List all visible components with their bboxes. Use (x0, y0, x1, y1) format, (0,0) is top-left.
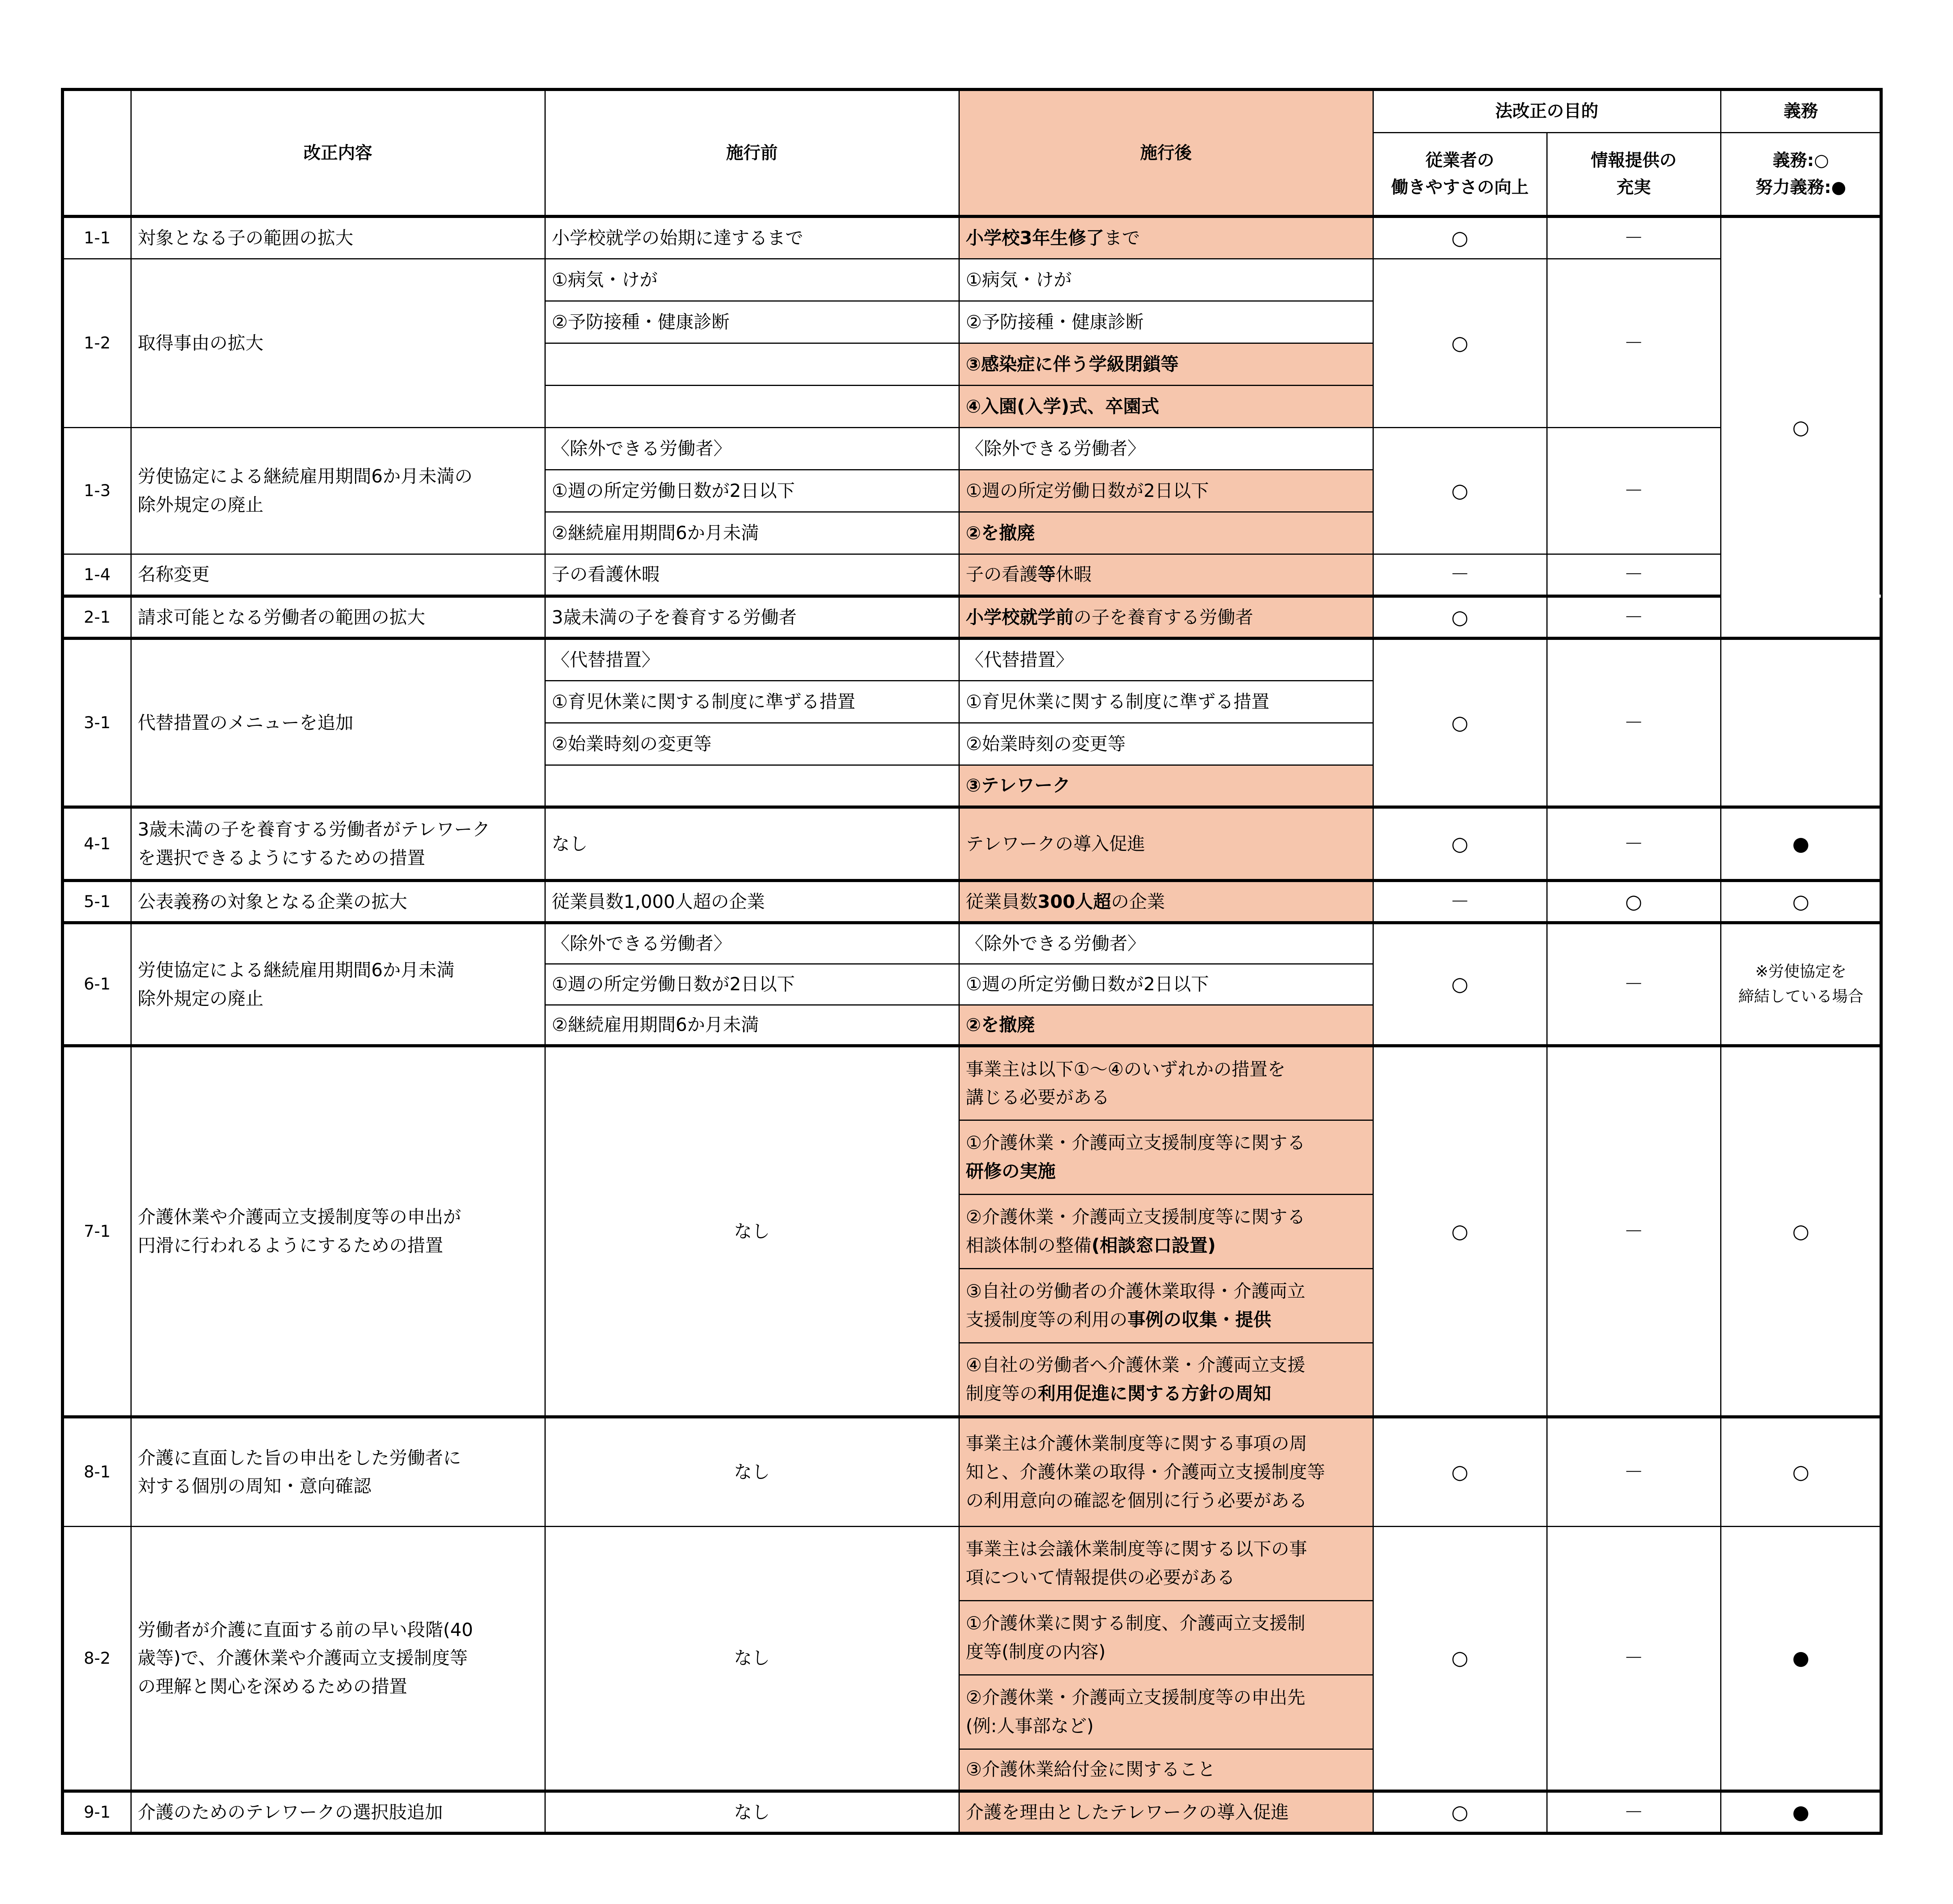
duty-mark: ○ (1721, 1046, 1881, 1417)
row-after: ②介護休業・介護両立支援制度等に関する 相談体制の整備(相談窓口設置) (959, 1194, 1373, 1268)
purpose-work-mark: ○ (1373, 427, 1547, 554)
purpose-work-mark: ○ (1373, 807, 1547, 881)
row-after: ①介護休業・介護両立支援制度等に関する 研修の実施 (959, 1120, 1373, 1194)
row-after: 事業主は以下①～④のいずれかの措置を 講じる必要がある (959, 1046, 1373, 1120)
row-content: 名称変更 (131, 554, 545, 596)
purpose-info-mark: － (1547, 1046, 1721, 1417)
duty-mark: ○ (1721, 881, 1881, 923)
row-after: 事業主は介護休業制度等に関する事項の周 知と、介護休業の取得・介護両立支援制度等 の利用意向の確認を個別に行う必要がある (959, 1417, 1373, 1526)
header-duty-legend: 義務:○ 努力義務:● (1721, 132, 1881, 216)
row-after: ③テレワーク (959, 765, 1373, 807)
purpose-work-mark: ○ (1373, 1417, 1547, 1526)
purpose-info-mark: － (1547, 216, 1721, 259)
purpose-info-mark: － (1547, 1526, 1721, 1791)
row-before: 〈代替措置〉 (545, 638, 959, 681)
row-number: 9-1 (62, 1791, 131, 1833)
row-number: 3-1 (62, 638, 131, 807)
row-after: ③介護休業給付金に関すること (959, 1749, 1373, 1791)
row-after: ①病気・けが (959, 259, 1373, 301)
row-number: 4-1 (62, 807, 131, 881)
row-after: 小学校3年生修了まで (959, 216, 1373, 259)
row-content: 労使協定による継続雇用期間6か月未満の 除外規定の廃止 (131, 427, 545, 554)
duty-mark: ○ (1721, 1417, 1881, 1526)
row-content: 請求可能となる労働者の範囲の拡大 (131, 596, 545, 638)
duty-mark: ● (1721, 807, 1881, 881)
purpose-info-mark: － (1547, 259, 1721, 427)
purpose-work-mark: ○ (1373, 1791, 1547, 1833)
purpose-info-mark: － (1547, 923, 1721, 1046)
row-content: 介護休業や介護両立支援制度等の申出が 円滑に行われるようにするための措置 (131, 1046, 545, 1417)
row-after: ④入園(入学)式、卒園式 (959, 385, 1373, 427)
row-after: 子の看護等休暇 (959, 554, 1373, 596)
row-after: 小学校就学前の子を養育する労働者 (959, 596, 1373, 638)
row-before: 小学校就学の始期に達するまで (545, 216, 959, 259)
row-before: なし (545, 1417, 959, 1526)
purpose-info-mark: － (1547, 807, 1721, 881)
purpose-work-mark: ○ (1373, 216, 1547, 259)
row-before (545, 343, 959, 385)
row-after: ②予防接種・健康診断 (959, 301, 1373, 343)
row-after: 介護を理由としたテレワークの導入促進 (959, 1791, 1373, 1833)
row-content: 介護に直面した旨の申出をした労働者に 対する個別の周知・意向確認 (131, 1417, 545, 1526)
row-number: 5-1 (62, 881, 131, 923)
purpose-work-mark: ○ (1373, 259, 1547, 427)
duty-mark: ○ (1721, 216, 1881, 638)
row-before: 従業員数1,000人超の企業 (545, 881, 959, 923)
row-before: なし (545, 1526, 959, 1791)
row-content: 代替措置のメニューを追加 (131, 638, 545, 807)
purpose-info-mark: － (1547, 638, 1721, 807)
row-before: ①週の所定労働日数が2日以下 (545, 964, 959, 1005)
purpose-info-mark: － (1547, 427, 1721, 554)
row-after: ②を撤廃 (959, 512, 1373, 554)
header-after: 施行後 (959, 89, 1373, 216)
row-content: 取得事由の拡大 (131, 259, 545, 427)
purpose-info-mark: ○ (1547, 881, 1721, 923)
row-number: 1-2 (62, 259, 131, 427)
row-before: 3歳未満の子を養育する労働者 (545, 596, 959, 638)
law-revision-table (61, 88, 1883, 1835)
row-number: 1-4 (62, 554, 131, 596)
row-before: ①病気・けが (545, 259, 959, 301)
row-number: 2-1 (62, 596, 131, 638)
header-number (62, 89, 131, 216)
duty-note: ※労使協定を 締結している場合 (1721, 923, 1881, 1046)
row-number: 1-1 (62, 216, 131, 259)
row-before: 〈除外できる労働者〉 (545, 923, 959, 964)
row-before: 子の看護休暇 (545, 554, 959, 596)
row-after: ①週の所定労働日数が2日以下 (959, 964, 1373, 1005)
row-after: ②始業時刻の変更等 (959, 723, 1373, 765)
purpose-work-mark: ○ (1373, 1526, 1547, 1791)
row-after: ①週の所定労働日数が2日以下 (959, 470, 1373, 512)
row-content: 労働者が介護に直面する前の早い段階(40 歳等)で、介護休業や介護両立支援制度等 の理解と関心を深めるための措置 (131, 1526, 545, 1791)
purpose-work-mark: ○ (1373, 923, 1547, 1046)
row-before (545, 385, 959, 427)
row-before: なし (545, 1046, 959, 1417)
purpose-info-mark: － (1547, 1417, 1721, 1526)
purpose-work-mark: － (1373, 554, 1547, 596)
header-before: 施行前 (545, 89, 959, 216)
row-content: 対象となる子の範囲の拡大 (131, 216, 545, 259)
row-before: 〈除外できる労働者〉 (545, 427, 959, 470)
row-after: 〈除外できる労働者〉 (959, 923, 1373, 964)
row-before: ①週の所定労働日数が2日以下 (545, 470, 959, 512)
row-after: ③自社の労働者の介護休業取得・介護両立 支援制度等の利用の事例の収集・提供 (959, 1268, 1373, 1343)
row-after: ②を撤廃 (959, 1005, 1373, 1046)
row-content: 介護のためのテレワークの選択肢追加 (131, 1791, 545, 1833)
duty-mark (1721, 638, 1881, 807)
row-after: ④自社の労働者へ介護休業・介護両立支援 制度等の利用促進に関する方針の周知 (959, 1343, 1373, 1417)
row-number: 8-1 (62, 1417, 131, 1526)
row-content: 3歳未満の子を養育する労働者がテレワーク を選択できるようにするための措置 (131, 807, 545, 881)
row-after: ①介護休業に関する制度、介護両立支援制 度等(制度の内容) (959, 1600, 1373, 1675)
header-purpose-work: 従業者の 働きやすさの向上 (1373, 132, 1547, 216)
row-after: 従業員数300人超の企業 (959, 881, 1373, 923)
row-after: 事業主は会議休業制度等に関する以下の事 項について情報提供の必要がある (959, 1526, 1373, 1600)
row-before: ①育児休業に関する制度に準ずる措置 (545, 681, 959, 723)
purpose-info-mark: － (1547, 596, 1721, 638)
row-before: ②始業時刻の変更等 (545, 723, 959, 765)
row-before: ②継続雇用期間6か月未満 (545, 512, 959, 554)
row-after: 〈代替措置〉 (959, 638, 1373, 681)
row-after: ②介護休業・介護両立支援制度等の申出先 (例:人事部など) (959, 1675, 1373, 1749)
row-number: 6-1 (62, 923, 131, 1046)
purpose-info-mark: － (1547, 1791, 1721, 1833)
header-purpose-info: 情報提供の 充実 (1547, 132, 1721, 216)
duty-mark: ● (1721, 1791, 1881, 1833)
duty-mark: ● (1721, 1526, 1881, 1791)
row-after: ①育児休業に関する制度に準ずる措置 (959, 681, 1373, 723)
row-after: テレワークの導入促進 (959, 807, 1373, 881)
row-number: 8-2 (62, 1526, 131, 1791)
row-before: ②継続雇用期間6か月未満 (545, 1005, 959, 1046)
row-content: 労使協定による継続雇用期間6か月未満 除外規定の廃止 (131, 923, 545, 1046)
row-before: なし (545, 1791, 959, 1833)
purpose-work-mark: ○ (1373, 1046, 1547, 1417)
header-purpose: 法改正の目的 (1373, 89, 1721, 132)
row-before (545, 765, 959, 807)
row-before: なし (545, 807, 959, 881)
header-content: 改正内容 (131, 89, 545, 216)
row-before: ②予防接種・健康診断 (545, 301, 959, 343)
purpose-work-mark: － (1373, 881, 1547, 923)
row-after: ③感染症に伴う学級閉鎖等 (959, 343, 1373, 385)
purpose-work-mark: ○ (1373, 638, 1547, 807)
row-number: 7-1 (62, 1046, 131, 1417)
purpose-work-mark: ○ (1373, 596, 1547, 638)
header-duty: 義務 (1721, 89, 1881, 132)
row-after: 〈除外できる労働者〉 (959, 427, 1373, 470)
row-content: 公表義務の対象となる企業の拡大 (131, 881, 545, 923)
row-number: 1-3 (62, 427, 131, 554)
purpose-info-mark: － (1547, 554, 1721, 596)
